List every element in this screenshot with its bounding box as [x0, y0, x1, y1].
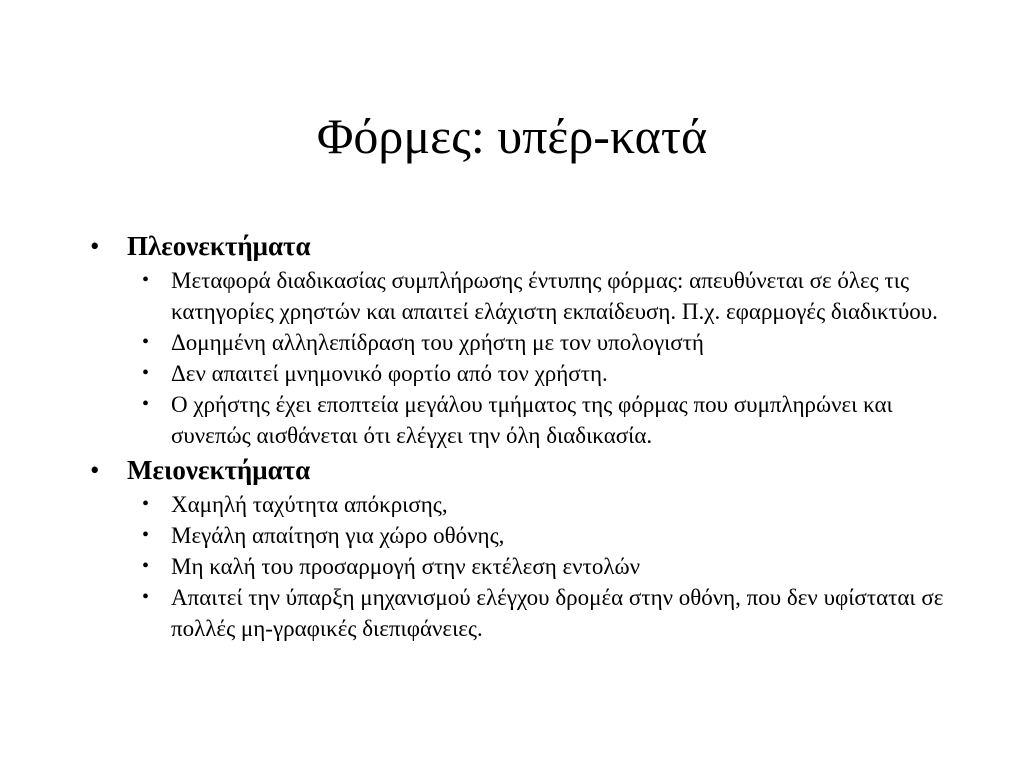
- list-item-text: Δεν απαιτεί μνημονικό φορτίο από τον χρήστη.: [171, 361, 608, 386]
- bullet-list: [90, 265, 950, 451]
- list-item: [90, 520, 950, 551]
- list-item-text: Απαιτεί την ύπαρξη μηχανισμού ελέγχου δρομέα στην οθόνη, που δεν υφίσταται σε πολλές μη-γραφικές διεπιφάνειες.: [171, 585, 944, 641]
- bullet-icon: •: [142, 269, 150, 291]
- list-item: [90, 265, 950, 327]
- bullet-icon: •: [142, 393, 150, 415]
- section-disadvantages: [90, 451, 950, 644]
- section-heading: [90, 451, 950, 489]
- bullet-icon: •: [90, 231, 100, 261]
- slide-body: [90, 227, 950, 644]
- list-item-text: Μεταφορά διαδικασίας συμπλήρωσης έντυπης φόρμας: απευθύνεται σε όλες τις κατηγορίες χρηστών και απαιτεί ελάχιστη εκπαίδευση. Π.χ. εφαρμογές διαδικτύου.: [171, 268, 938, 324]
- section-heading: [90, 227, 950, 265]
- list-item-text: Μεγάλη απαίτηση για χώρο οθόνης,: [171, 523, 505, 548]
- bullet-icon: •: [142, 362, 150, 384]
- section-advantages: [90, 227, 950, 451]
- list-item-text: Χαμηλή ταχύτητα απόκρισης,: [171, 492, 448, 517]
- bullet-icon: •: [142, 331, 150, 353]
- bullet-icon: •: [142, 555, 150, 577]
- bullet-icon: •: [142, 586, 150, 608]
- slide-title: Φόρμες: υπέρ-κατά: [316, 108, 708, 164]
- section-heading-text: Πλεονεκτήματα: [127, 231, 311, 261]
- list-item: [90, 358, 950, 389]
- bullet-list: [90, 489, 950, 644]
- list-item: [90, 389, 950, 451]
- bullet-icon: •: [142, 493, 150, 515]
- bullet-icon: •: [90, 455, 100, 485]
- list-item-text: Μη καλή του προσαρμογή στην εκτέλεση εντολών: [171, 554, 641, 579]
- list-item: [90, 582, 950, 644]
- section-heading-text: Μειονεκτήματα: [127, 455, 311, 485]
- list-item-text: Ο χρήστης έχει εποπτεία μεγάλου τμήματος της φόρμας που συμπληρώνει και συνεπώς αισθάνεται ότι ελέγχει την όλη διαδικασία.: [171, 392, 893, 448]
- list-item: [90, 327, 950, 358]
- list-item: [90, 489, 950, 520]
- list-item: [90, 551, 950, 582]
- list-item-text: Δομημένη αλληλεπίδραση του χρήστη με τον υπολογιστή: [171, 330, 704, 355]
- bullet-icon: •: [142, 524, 150, 546]
